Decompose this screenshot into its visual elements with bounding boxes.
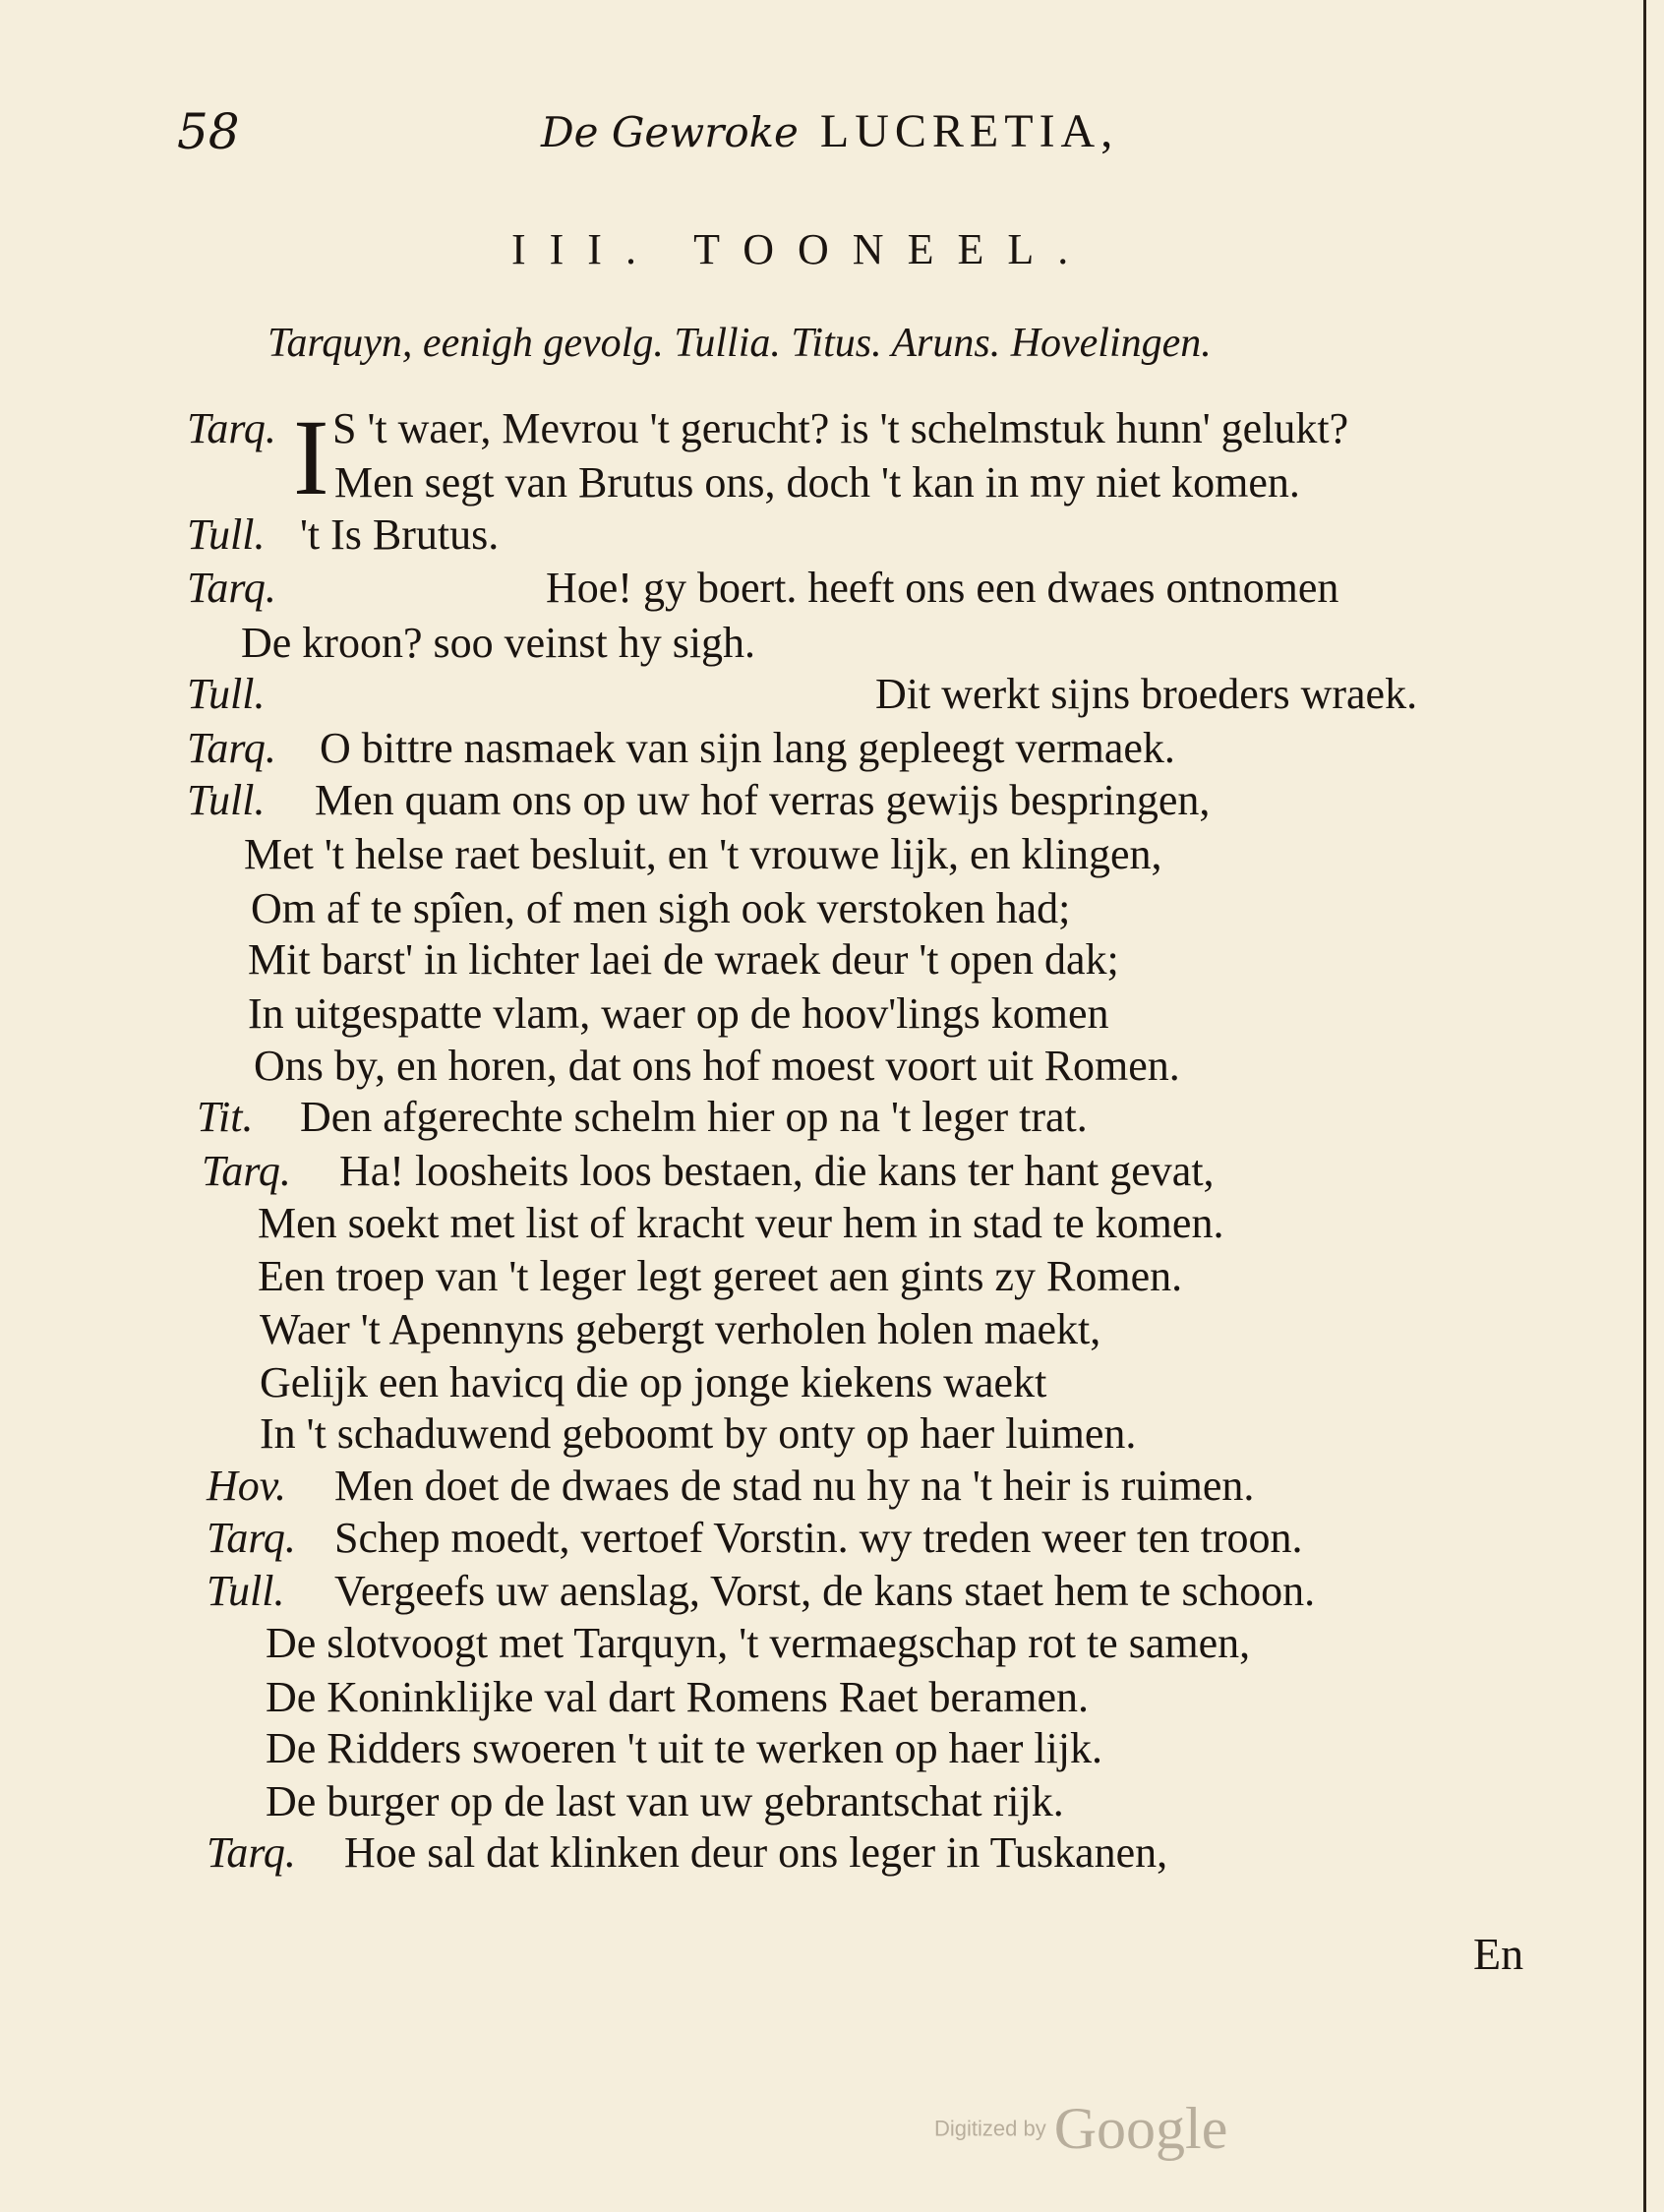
- verse-line: O bittre nasmaek van sijn lang gepleegt vermaek.: [320, 724, 1175, 772]
- verse-line: De slotvoogt met Tarquyn, 't vermaegschap rot te samen,: [266, 1619, 1251, 1667]
- verse-line: Ons by, en horen, dat ons hof moest voort uit Romen.: [254, 1042, 1180, 1090]
- verse-line: In uitgespatte vlam, waer op de hoov'lings komen: [248, 989, 1109, 1038]
- verse-line: Men soekt met list of kracht veur hem in stad te komen.: [258, 1199, 1224, 1247]
- verse-line: Mit barst' in lichter laei de wraek deur 't open dak;: [248, 935, 1119, 984]
- verse-line: Hoe sal dat klinken deur ons leger in Tuskanen,: [344, 1828, 1168, 1877]
- speaker-label: Tarq.: [207, 1828, 296, 1877]
- verse-line: Men doet de dwaes de stad nu hy na 't heir is ruimen.: [334, 1462, 1255, 1510]
- cast-list: Tarquyn, eenigh gevolg. Tullia. Titus. Aruns. Hovelingen.: [267, 321, 1212, 366]
- verse-line: Om af te spîen, of men sigh ook verstoken had;: [251, 884, 1071, 932]
- watermark-logo: Google: [1053, 2096, 1228, 2161]
- running-title: [541, 103, 1118, 158]
- speaker-label: Hov.: [207, 1462, 287, 1510]
- speaker-label: Tarq.: [202, 1147, 291, 1195]
- verse-line: Waer 't Apennyns gebergt verholen holen maekt,: [260, 1305, 1101, 1353]
- speaker-label: Tarq.: [207, 1514, 296, 1562]
- verse-line: Den afgerechte schelm hier op na 't leger trat.: [300, 1093, 1088, 1141]
- scene-heading: III. TOONEEL.: [511, 225, 1093, 273]
- watermark-text: Digitized by: [934, 2116, 1046, 2141]
- drop-cap: I: [293, 397, 329, 517]
- verse-line: In 't schaduwend geboomt by onty op haer luimen.: [260, 1409, 1137, 1458]
- verse-line: De Ridders swoeren 't uit te werken op haer lijk.: [266, 1724, 1103, 1772]
- verse-line: De kroon? soo veinst hy sigh.: [241, 619, 756, 667]
- verse-line: Hoe! gy boert. heeft ons een dwaes ontnomen: [546, 564, 1339, 612]
- verse-line: Vergeefs uw aenslag, Vorst, de kans staet hem te schoon.: [334, 1567, 1316, 1615]
- speaker-label: Tit.: [197, 1093, 254, 1141]
- verse-line: Gelijk een havicq die op jonge kiekens waekt: [260, 1358, 1047, 1406]
- page-number: 58: [177, 103, 240, 160]
- verse-line: Ha! loosheits loos bestaen, die kans ter hant gevat,: [339, 1147, 1215, 1195]
- running-header: [177, 103, 1259, 172]
- verse-line: S 't waer, Mevrou 't gerucht? is 't schelmstuk hunn' gelukt?: [332, 404, 1349, 452]
- verse-line: Men quam ons op uw hof verras gewijs bespringen,: [315, 776, 1211, 824]
- speaker-label: Tarq.: [187, 404, 276, 452]
- verse-line: Schep moedt, vertoef Vorstin. wy treden weer ten troon.: [334, 1514, 1303, 1562]
- speaker-label: Tull.: [187, 776, 266, 824]
- running-title-prefix: De Gewroke: [541, 108, 799, 156]
- verse-line: Een troep van 't leger legt gereet aen gints zy Romen.: [258, 1252, 1183, 1300]
- catchword: En: [1473, 1929, 1524, 1979]
- verse-line: De burger op de last van uw gebrantschat rijk.: [266, 1777, 1064, 1825]
- verse-line: Dit werkt sijns broeders wraek.: [875, 670, 1418, 718]
- digitization-watermark: [934, 2095, 1227, 2163]
- running-title-main: LUCRETIA,: [819, 105, 1119, 157]
- verse-line: Men segt van Brutus ons, doch 't kan in my niet komen.: [334, 458, 1300, 507]
- speaker-label: Tarq.: [187, 564, 276, 612]
- speaker-label: Tull.: [207, 1567, 285, 1615]
- verse-line: De Koninklijke val dart Romens Raet beramen.: [266, 1673, 1089, 1721]
- page-edge-line: [1643, 0, 1646, 2212]
- speaker-label: Tull.: [187, 670, 266, 718]
- speaker-label: Tull.: [187, 510, 266, 559]
- verse-line: 't Is Brutus.: [300, 510, 500, 559]
- speaker-label: Tarq.: [187, 724, 276, 772]
- verse-line: Met 't helse raet besluit, en 't vrouwe lijk, en klingen,: [244, 830, 1162, 878]
